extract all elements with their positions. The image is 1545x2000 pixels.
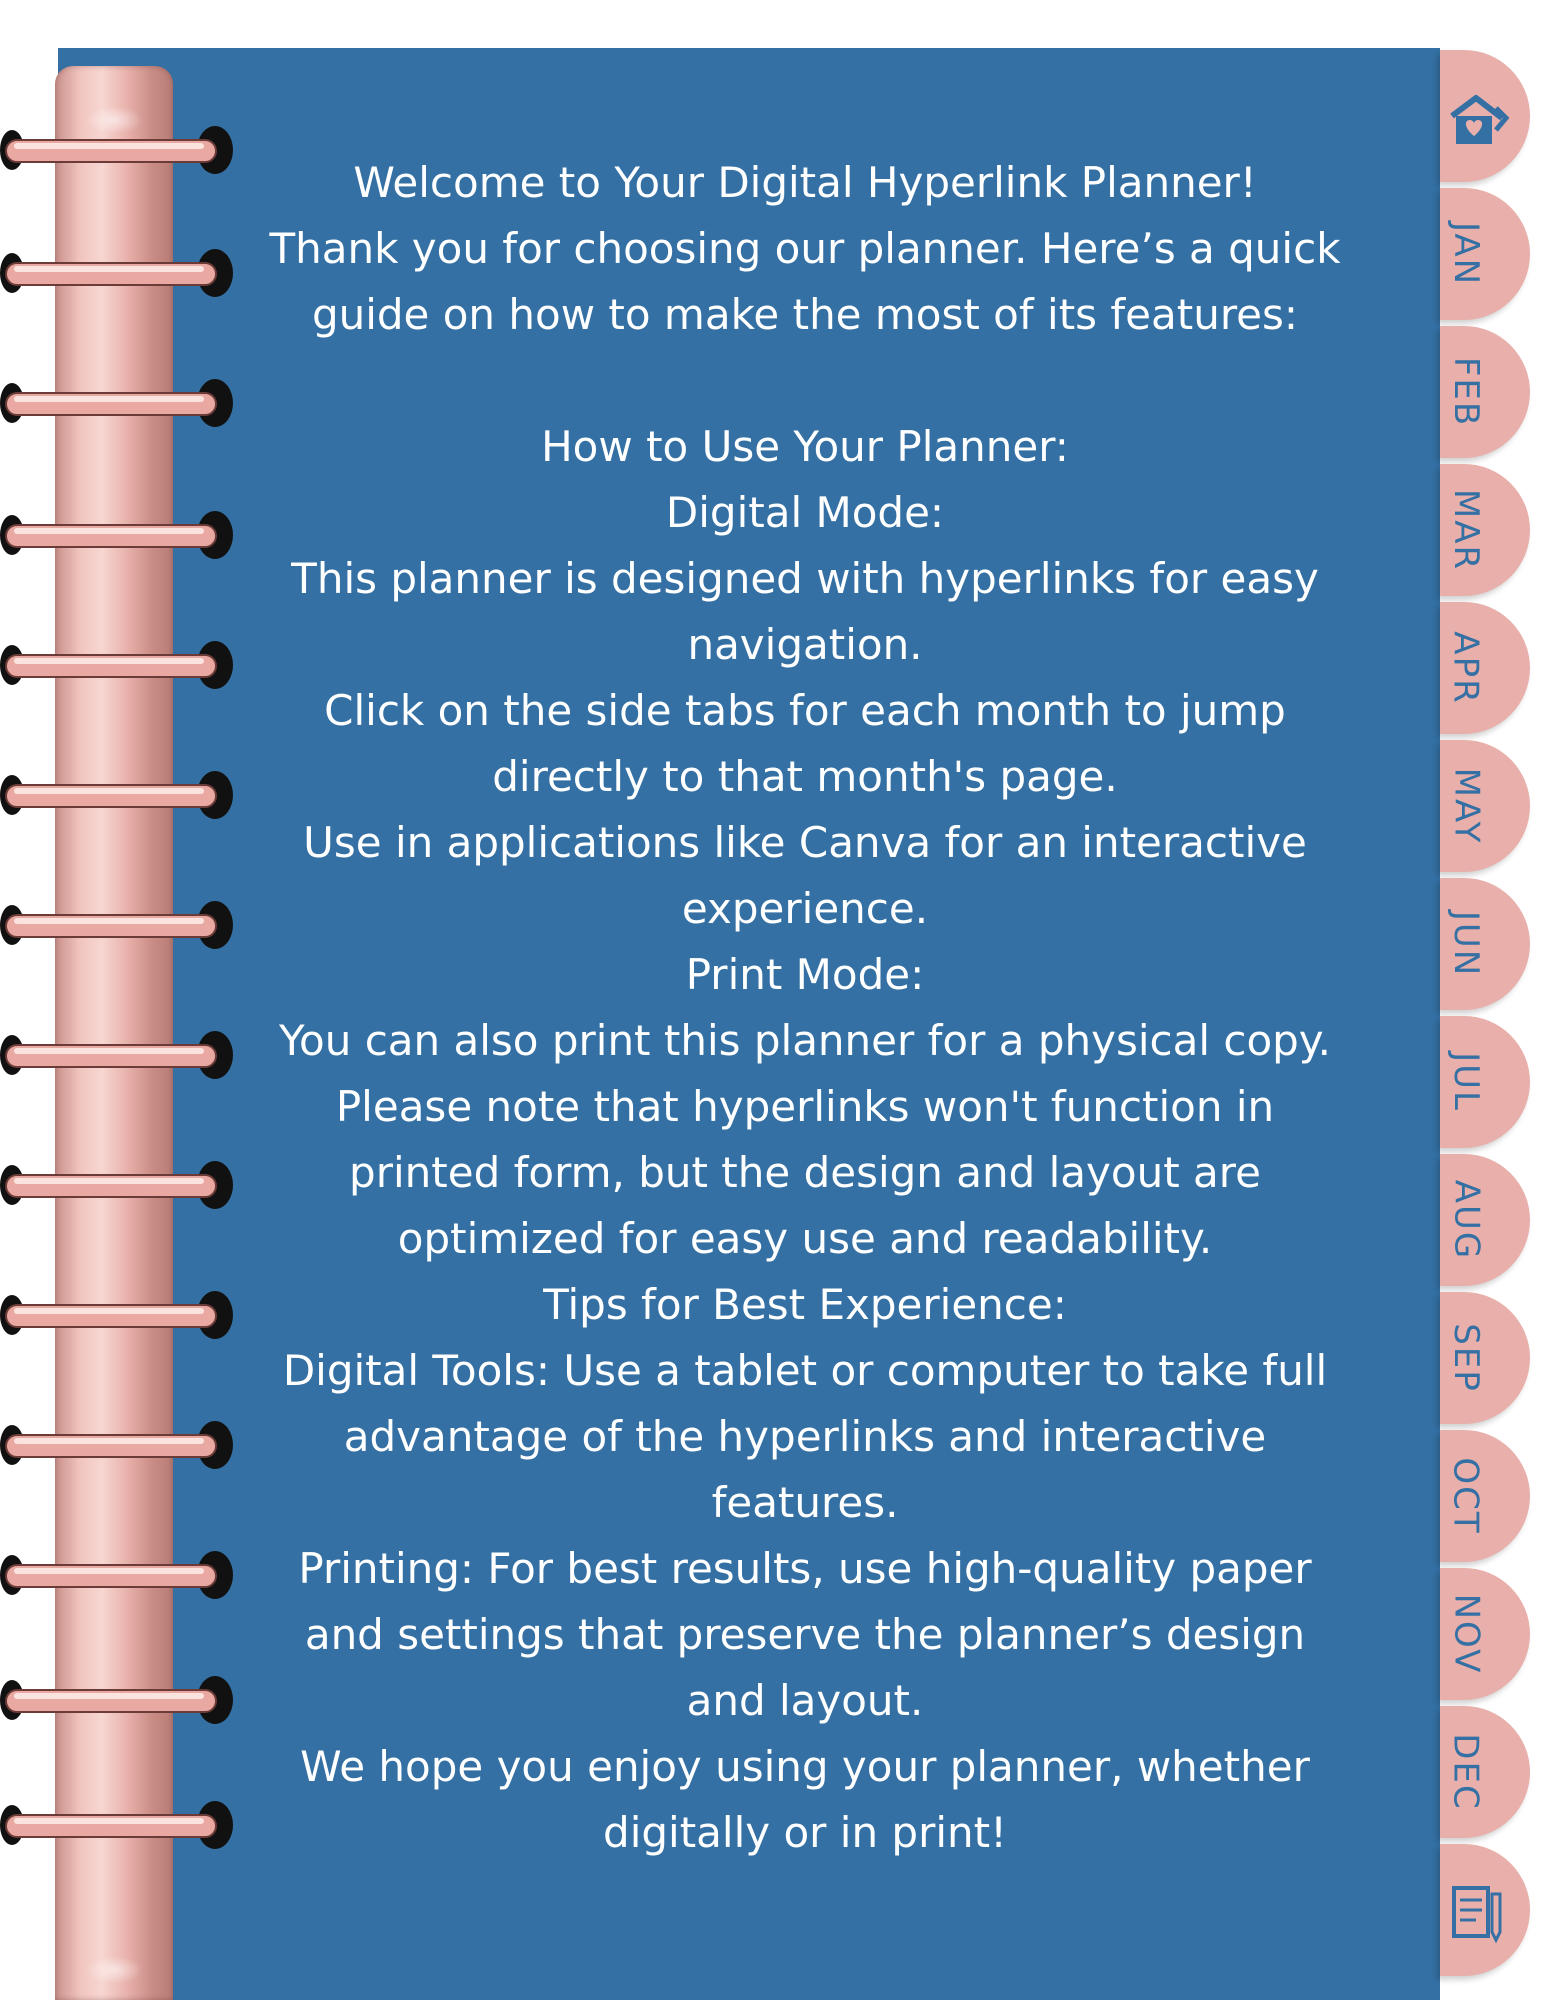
month-label: SEP: [1446, 1323, 1487, 1393]
instruction-line: Tips for Best Experience:: [543, 1280, 1067, 1329]
month-label: JAN: [1446, 221, 1486, 287]
month-label: FEB: [1446, 356, 1486, 428]
instruction-line: You can also print this planner for a physical copy.: [278, 1016, 1332, 1065]
blank-line: [215, 348, 1395, 414]
month-label: JUL: [1446, 1052, 1487, 1112]
tab-dec[interactable]: [1440, 1706, 1530, 1838]
month-label: MAR: [1446, 488, 1486, 572]
instruction-line: Digital Mode:: [665, 488, 945, 537]
instruction-line: printed form, but the design and layout are: [349, 1148, 1261, 1197]
instruction-line: We hope you enjoy using your planner, whether: [300, 1742, 1310, 1791]
notepad-pen-icon: [1446, 1880, 1512, 1946]
binder-ring: [0, 1025, 240, 1085]
month-label: OCT: [1446, 1457, 1486, 1535]
binder-ring: [0, 1415, 240, 1475]
instruction-line: and settings that preserve the planner’s design: [304, 1610, 1306, 1659]
tab-label: [1446, 1026, 1486, 1138]
instruction-line: Thank you for choosing our planner. Here’s a quick: [269, 224, 1341, 273]
instruction-line: digitally or in print!: [603, 1808, 1007, 1857]
binder-ring: [0, 1795, 240, 1855]
month-label: JUN: [1446, 910, 1487, 978]
binder-ring: [0, 635, 240, 695]
tab-label: [1446, 1440, 1486, 1552]
instruction-line: Click on the side tabs for each month to jump: [324, 686, 1286, 735]
instruction-line: directly to that month's page.: [492, 752, 1118, 801]
binder-ring: [0, 120, 240, 180]
tab-sep[interactable]: [1440, 1292, 1530, 1424]
instruction-line: How to Use Your Planner:: [541, 422, 1069, 471]
tab-label: [1446, 1578, 1486, 1690]
binder-ring: [0, 1155, 240, 1215]
tab-label: [1446, 750, 1486, 862]
tab-jan[interactable]: [1440, 188, 1530, 320]
month-label: AUG: [1446, 1179, 1486, 1261]
tab-nov[interactable]: [1440, 1568, 1530, 1700]
tab-oct[interactable]: [1440, 1430, 1530, 1562]
instruction-line: Digital Tools: Use a tablet or computer to take full: [282, 1346, 1328, 1395]
instruction-line: This planner is designed with hyperlinks for easy: [291, 554, 1319, 603]
tab-mar[interactable]: [1440, 464, 1530, 596]
tab-may[interactable]: [1440, 740, 1530, 872]
tab-label: [1446, 336, 1486, 448]
tab-notes[interactable]: [1440, 1844, 1530, 1976]
tab-feb[interactable]: [1440, 326, 1530, 458]
instruction-line: Printing: For best results, use high-quality paper: [298, 1544, 1312, 1593]
binder-ring: [0, 505, 240, 565]
tab-label: [1446, 474, 1486, 586]
tab-aug[interactable]: [1440, 1154, 1530, 1286]
tab-apr[interactable]: [1440, 602, 1530, 734]
instruction-line: guide on how to make the most of its features:: [311, 290, 1299, 339]
month-label: NOV: [1446, 1593, 1487, 1675]
instruction-line: Print Mode:: [685, 950, 925, 999]
tab-label: [1446, 1716, 1486, 1828]
binder-ring: [0, 1545, 240, 1605]
tab-label: [1446, 888, 1486, 1000]
tab-label: [1446, 1302, 1486, 1414]
tab-jun[interactable]: [1440, 878, 1530, 1010]
binder-ring: [0, 243, 240, 303]
instruction-line: optimized for easy use and readability.: [397, 1214, 1213, 1263]
tab-label: [1446, 612, 1486, 724]
instruction-line: advantage of the hyperlinks and interactive: [343, 1412, 1267, 1461]
binder-ring: [0, 895, 240, 955]
instruction-line: Use in applications like Canva for an interactive: [303, 818, 1307, 867]
spine-bottom-highlight: [85, 1956, 143, 1984]
instruction-line: Please note that hyperlinks won't function in: [335, 1082, 1275, 1131]
month-tabs: [1440, 48, 1545, 2000]
home-heart-icon: [1446, 86, 1512, 152]
instruction-line: navigation.: [687, 620, 923, 669]
instructions-text: [215, 150, 1395, 1866]
binder-ring: [0, 765, 240, 825]
instruction-line: experience.: [681, 884, 929, 933]
month-label: MAY: [1446, 767, 1487, 845]
tab-home[interactable]: [1440, 50, 1530, 182]
instruction-line: features.: [711, 1478, 899, 1527]
binder-ring: [0, 1285, 240, 1345]
tab-label: [1446, 198, 1486, 310]
tab-label: [1446, 1164, 1486, 1276]
binder-ring: [0, 373, 240, 433]
month-label: DEC: [1446, 1733, 1486, 1811]
tab-jul[interactable]: [1440, 1016, 1530, 1148]
binder-ring: [0, 1670, 240, 1730]
instruction-line: Welcome to Your Digital Hyperlink Planner!: [353, 158, 1257, 207]
month-label: APR: [1446, 631, 1487, 705]
instruction-line: and layout.: [686, 1676, 924, 1725]
